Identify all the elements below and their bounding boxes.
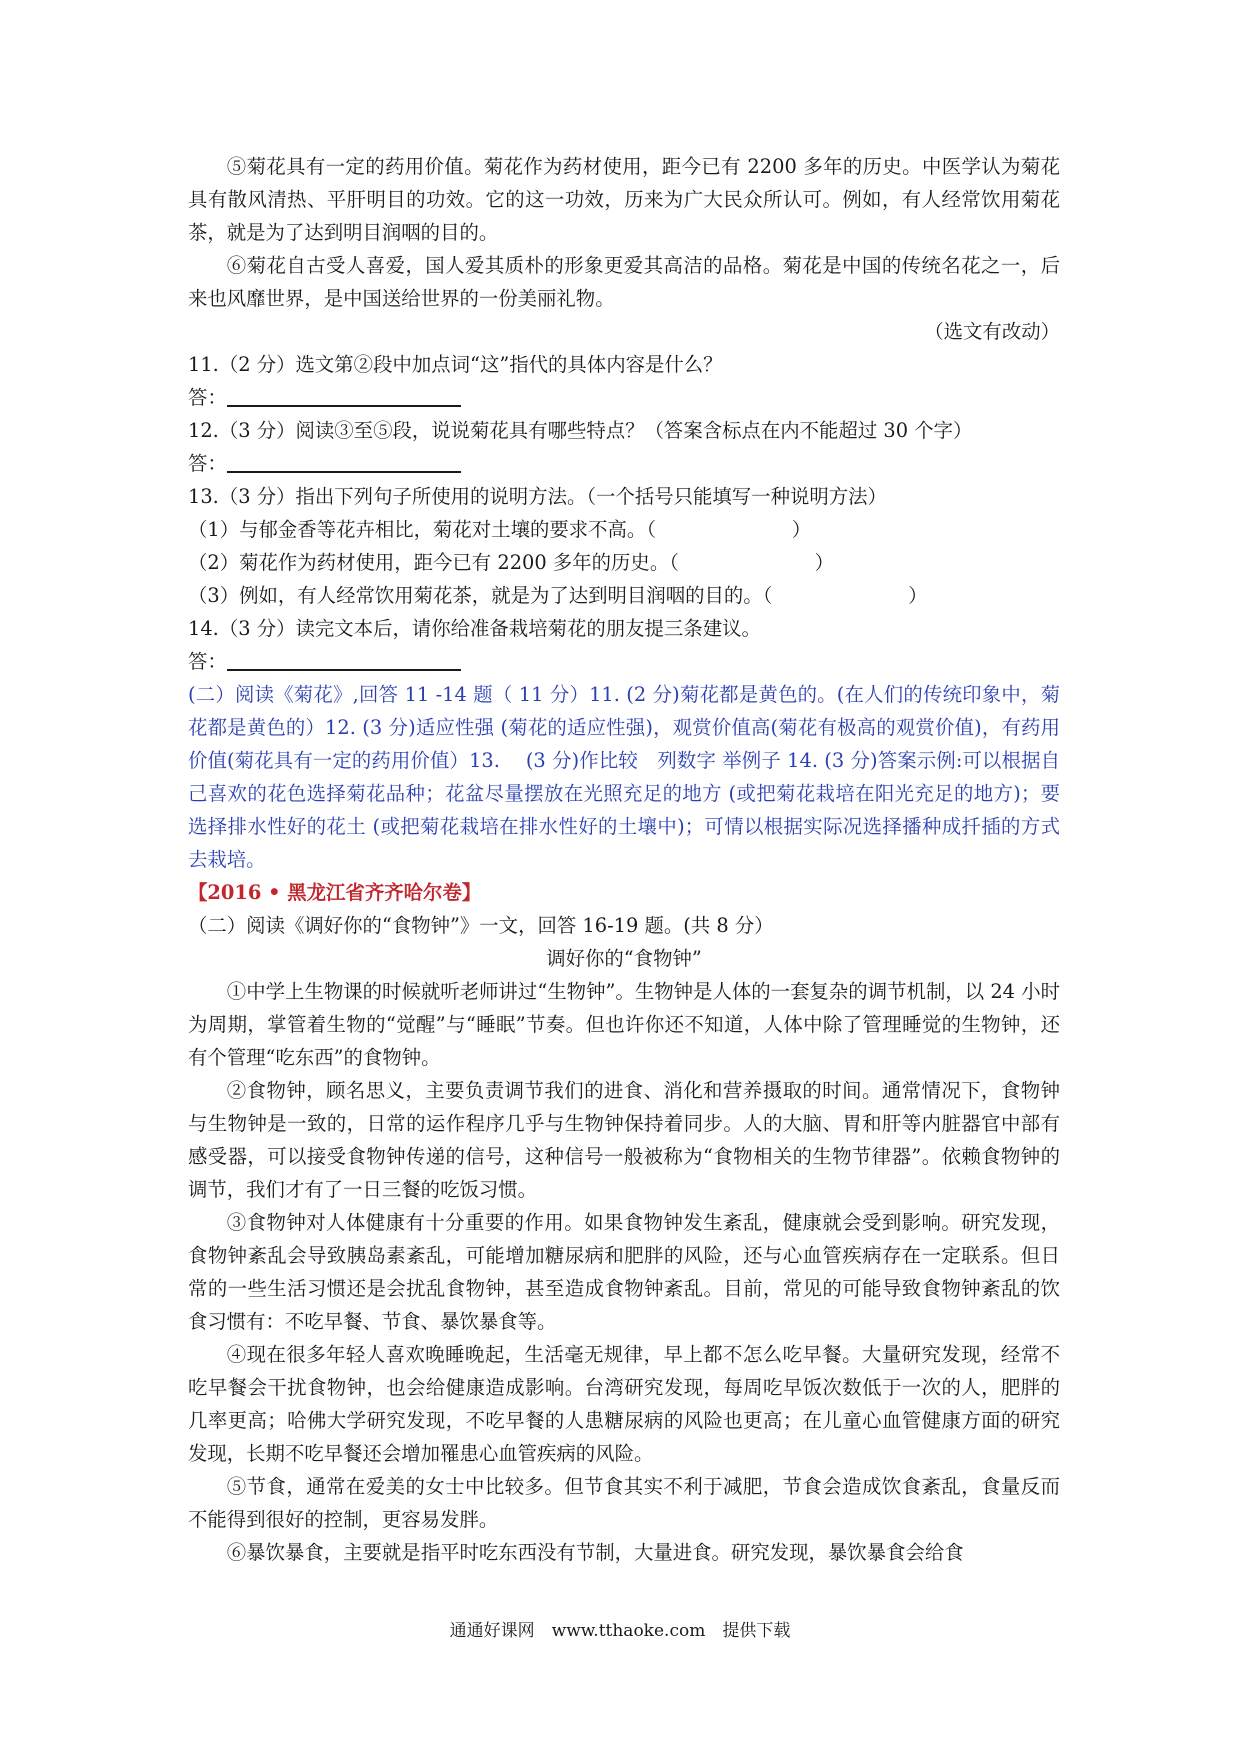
article-paragraph-2: ②食物钟，顾名思义，主要负责调节我们的进食、消化和营养摄取的时间。通常情况下，食物钟与生物钟是一致的，日常的运作程序几乎与生物钟保持着同步。人的大脑、胃和肝等内脏器官中部有感受器，可以接受食物钟传递的信号，这种信号一般被称为“食物相关的生物节律器”。依赖食物钟的调节，我们才有了一日三餐的吃饭习惯。	[188, 1079, 1060, 1201]
answer-label: 答：	[188, 650, 227, 673]
page-footer: 通通好课网 www.tthaoke.com 提供下载	[449, 1621, 791, 1641]
answer-key: (二）阅读《菊花》,回答 11 -14 题（ 11 分）11. (2 分)菊花都是黄色的。(在人们的传统印象中，菊花都是黄色的）12. (3 分)适应性强 (菊花的适应性强)，观赏价值高(菊花有极高的观赏价值)，有药用价值(菊花具有一定的药用价值）13. (3 分)作比较 列数字 举例子 14. (3 分)答案示例:可以根据自己喜欢的花色选择菊花品种；花盆尽量摆放在光照充足的地方 (或把菊花栽培在阳光充足的地方)；要选择排水性好的花土 (或把菊花栽培在排水性好的土壤中)；可情以根据实际况选择播种成扦插的方式去栽培。	[188, 683, 1060, 871]
article-paragraph-5: ⑤节食，通常在爱美的女士中比较多。但节食其实不利于减肥，节食会造成饮食紊乱，食量反而不能得到很好的控制，更容易发胖。	[188, 1475, 1060, 1531]
question-14: 14.（3 分）读完文本后，请你给准备栽培菊花的朋友提三条建议。	[188, 617, 761, 640]
document-body	[188, 150, 1060, 1569]
section-intro: （二）阅读《调好你的“食物钟”》一文，回答 16-19 题。(共 8 分）	[188, 914, 774, 937]
question-13-item-3: （3）例如，有人经常饮用菊花茶，就是为了达到明目润咽的目的。（ ）	[188, 584, 928, 607]
answer-blank[interactable]	[227, 385, 461, 407]
answer-line-11	[188, 381, 1060, 414]
answer-blank[interactable]	[227, 451, 461, 473]
question-12: 12.（3 分）阅读③至⑤段，说说菊花具有哪些特点？（答案含标点在内不能超过 30 个字）	[188, 419, 973, 442]
source-heading: 【2016 • 黑龙江省齐齐哈尔卷】	[188, 881, 482, 904]
paragraph-6: ⑥菊花自古受人喜爱，国人爱其质朴的形象更爱其高洁的品格。菊花是中国的传统名花之一，后来也风靡世界，是中国送给世界的一份美丽礼物。	[188, 254, 1060, 310]
answer-blank[interactable]	[227, 649, 461, 671]
question-11: 11.（2 分）选文第②段中加点词“这”指代的具体内容是什么？	[188, 353, 723, 376]
article-paragraph-1: ①中学上生物课的时候就听老师讲过“生物钟”。生物钟是人体的一套复杂的调节机制，以 24 小时为周期，掌管着生物的“觉醒”与“睡眠”节奏。但也许你还不知道，人体中除了管理睡觉的生物钟，还有个管理“吃东西”的食物钟。	[188, 980, 1060, 1069]
answer-label: 答：	[188, 452, 227, 475]
article-paragraph-6: ⑥暴饮暴食，主要就是指平时吃东西没有节制，大量进食。研究发现，暴饮暴食会给食	[226, 1541, 964, 1564]
answer-line-14	[188, 645, 1060, 678]
question-13: 13.（3 分）指出下列句子所使用的说明方法。（一个括号只能填写一种说明方法）	[188, 485, 887, 508]
article-paragraph-3: ③食物钟对人体健康有十分重要的作用。如果食物钟发生紊乱，健康就会受到影响。研究发现，食物钟紊乱会导致胰岛素紊乱，可能增加糖尿病和肥胖的风险，还与心血管疾病存在一定联系。但日常的一些生活习惯还是会扰乱食物钟，甚至造成食物钟紊乱。目前，常见的可能导致食物钟紊乱的饮食习惯有：不吃早餐、节食、暴饮暴食等。	[188, 1211, 1060, 1333]
answer-line-12	[188, 447, 1060, 480]
question-13-item-2: （2）菊花作为药材使用，距今已有 2200 多年的历史。（ ）	[188, 551, 835, 574]
article-title: 调好你的“食物钟”	[546, 947, 702, 970]
article-paragraph-4: ④现在很多年轻人喜欢晚睡晚起，生活毫无规律，早上都不怎么吃早餐。大量研究发现，经常不吃早餐会干扰食物钟，也会给健康造成影响。台湾研究发现，每周吃早饭次数低于一次的人，肥胖的几率更高；哈佛大学研究发现，不吃早餐的人患糖尿病的风险也更高；在儿童心血管健康方面的研究发现，长期不吃早餐还会增加罹患心血管疾病的风险。	[188, 1343, 1060, 1465]
paragraph-5: ⑤菊花具有一定的药用价值。菊花作为药材使用，距今已有 2200 多年的历史。中医学认为菊花具有散风清热、平肝明目的功效。它的这一功效，历来为广大民众所认可。例如，有人经常饮用菊花茶，就是为了达到明目润咽的目的。	[188, 155, 1060, 244]
answer-label: 答：	[188, 386, 227, 409]
adaptation-note: （选文有改动）	[924, 320, 1060, 343]
question-13-item-1: （1）与郁金香等花卉相比，菊花对土壤的要求不高。（ ）	[188, 518, 812, 541]
